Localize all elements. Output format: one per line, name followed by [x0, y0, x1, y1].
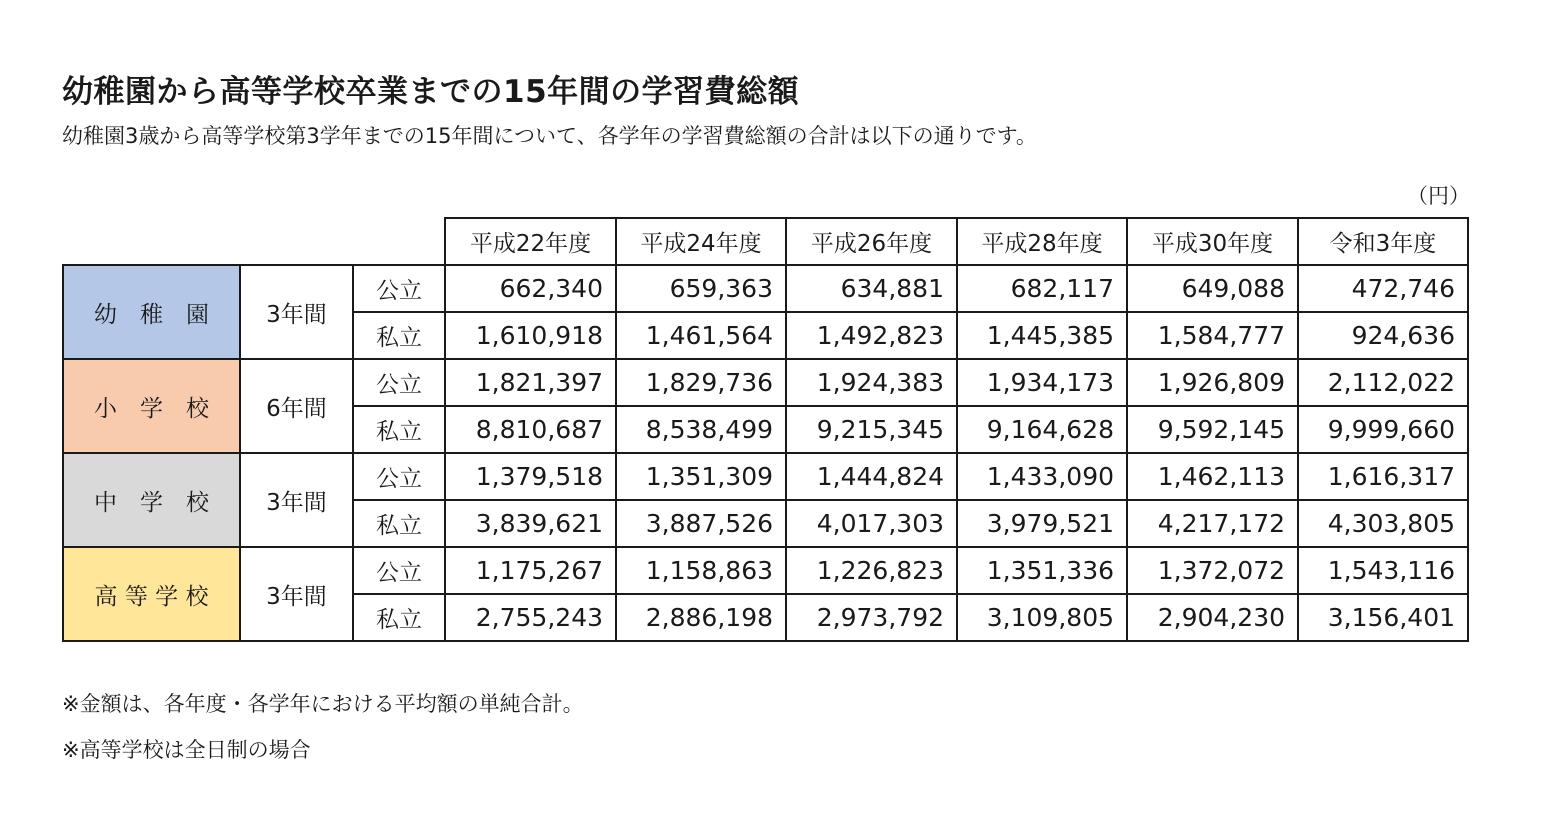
- amount-cell: 8,538,499: [616, 406, 786, 453]
- amount-cell: 659,363: [616, 265, 786, 312]
- amount-cell: 1,926,809: [1127, 359, 1298, 406]
- amount-cell: 9,999,660: [1298, 406, 1468, 453]
- amount-cell: 1,433,090: [957, 453, 1127, 500]
- amount-cell: 3,839,621: [445, 500, 616, 547]
- amount-cell: 3,887,526: [616, 500, 786, 547]
- school-type-cell: 私立: [353, 406, 445, 453]
- column-header: 令和3年度: [1298, 218, 1468, 265]
- column-header: 平成24年度: [616, 218, 786, 265]
- amount-cell: 1,492,823: [786, 312, 957, 359]
- school-type-cell: 公立: [353, 547, 445, 594]
- amount-cell: 3,109,805: [957, 594, 1127, 641]
- amount-cell: 1,616,317: [1298, 453, 1468, 500]
- amount-cell: 1,158,863: [616, 547, 786, 594]
- amount-cell: 1,445,385: [957, 312, 1127, 359]
- amount-cell: 4,217,172: [1127, 500, 1298, 547]
- amount-cell: 1,372,072: [1127, 547, 1298, 594]
- amount-cell: 1,444,824: [786, 453, 957, 500]
- amount-cell: 9,592,145: [1127, 406, 1298, 453]
- school-type-cell: 公立: [353, 453, 445, 500]
- school-type-cell: 公立: [353, 265, 445, 312]
- amount-cell: 1,829,736: [616, 359, 786, 406]
- amount-cell: 4,303,805: [1298, 500, 1468, 547]
- amount-cell: 1,584,777: [1127, 312, 1298, 359]
- amount-cell: 1,351,309: [616, 453, 786, 500]
- amount-cell: 4,017,303: [786, 500, 957, 547]
- school-type-cell: 公立: [353, 359, 445, 406]
- amount-cell: 3,156,401: [1298, 594, 1468, 641]
- duration-cell: 3年間: [240, 453, 353, 547]
- amount-cell: 8,810,687: [445, 406, 616, 453]
- amount-cell: 2,973,792: [786, 594, 957, 641]
- school-level-cell: 小 学 校: [63, 359, 240, 453]
- amount-cell: 1,461,564: [616, 312, 786, 359]
- school-level-cell: 中 学 校: [63, 453, 240, 547]
- duration-cell: 3年間: [240, 265, 353, 359]
- amount-cell: 924,636: [1298, 312, 1468, 359]
- amount-cell: 472,746: [1298, 265, 1468, 312]
- amount-cell: 634,881: [786, 265, 957, 312]
- table-row: [63, 453, 1468, 500]
- header-row: [63, 218, 1468, 265]
- amount-cell: 1,351,336: [957, 547, 1127, 594]
- page-title: 幼稚園から高等学校卒業までの15年間の学習費総額: [62, 74, 800, 110]
- column-header: 平成28年度: [957, 218, 1127, 265]
- note-1: ※金額は、各年度・各学年における平均額の単純合計。: [62, 692, 584, 716]
- amount-cell: 9,164,628: [957, 406, 1127, 453]
- school-type-cell: 私立: [353, 312, 445, 359]
- amount-cell: 1,934,173: [957, 359, 1127, 406]
- amount-cell: 9,215,345: [786, 406, 957, 453]
- amount-cell: 1,610,918: [445, 312, 616, 359]
- amount-cell: 662,340: [445, 265, 616, 312]
- page-subtitle: 幼稚園3歳から高等学校第3学年までの15年間について、各学年の学習費総額の合計は以下の通りです。: [62, 124, 1037, 148]
- amount-cell: 1,821,397: [445, 359, 616, 406]
- note-2: ※高等学校は全日制の場合: [62, 738, 311, 762]
- column-header: 平成26年度: [786, 218, 957, 265]
- column-header: 平成22年度: [445, 218, 616, 265]
- school-level-cell: 高 等 学 校: [63, 547, 240, 641]
- duration-cell: 3年間: [240, 547, 353, 641]
- amount-cell: 2,112,022: [1298, 359, 1468, 406]
- amount-cell: 1,462,113: [1127, 453, 1298, 500]
- table-row: [63, 265, 1468, 312]
- duration-cell: 6年間: [240, 359, 353, 453]
- table-row: [63, 359, 1468, 406]
- amount-cell: 649,088: [1127, 265, 1298, 312]
- school-type-cell: 私立: [353, 500, 445, 547]
- school-type-cell: 私立: [353, 594, 445, 641]
- amount-cell: 1,543,116: [1298, 547, 1468, 594]
- amount-cell: 2,886,198: [616, 594, 786, 641]
- amount-cell: 2,755,243: [445, 594, 616, 641]
- tuition-table: [62, 217, 1469, 642]
- amount-cell: 682,117: [957, 265, 1127, 312]
- amount-cell: 1,924,383: [786, 359, 957, 406]
- header-blank: [63, 218, 445, 265]
- column-header: 平成30年度: [1127, 218, 1298, 265]
- amount-cell: 3,979,521: [957, 500, 1127, 547]
- amount-cell: 1,226,823: [786, 547, 957, 594]
- unit-label: （円）: [1407, 184, 1470, 208]
- amount-cell: 1,175,267: [445, 547, 616, 594]
- school-level-cell: 幼 稚 園: [63, 265, 240, 359]
- table-row: [63, 547, 1468, 594]
- amount-cell: 1,379,518: [445, 453, 616, 500]
- amount-cell: 2,904,230: [1127, 594, 1298, 641]
